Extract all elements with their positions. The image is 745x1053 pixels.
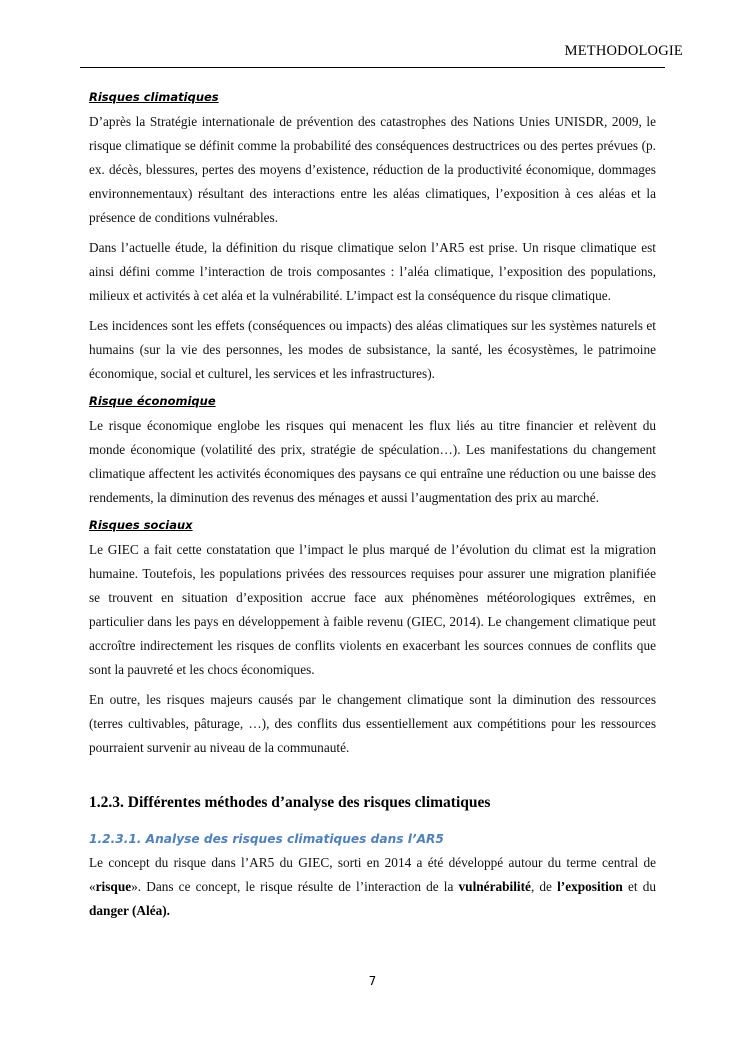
heading-risques-climatiques: Risques climatiques — [89, 90, 219, 104]
header-rule — [80, 67, 665, 68]
heading-risques-sociaux: Risques sociaux — [89, 518, 193, 532]
paragraph: En outre, les risques majeurs causés par le changement climatique sont la diminution des ressources (terres cultivables, pâturage, …), des conflits dus essentiellement aux compétitions pour les ressources pourraient survenir au niveau de la communauté. — [89, 692, 656, 755]
running-header: METHODOLOGIE — [564, 43, 683, 59]
paragraph — [89, 851, 656, 923]
subsection-heading-ar5: 1.2.3.1. Analyse des risques climatiques dans l’AR5 — [89, 832, 444, 846]
bold-term-exposition: l’exposition — [557, 879, 623, 894]
text-run: , de — [530, 879, 558, 894]
bold-term-vulnerabilite: vulnérabilité — [458, 879, 531, 894]
bold-term-danger: danger (Aléa). — [89, 903, 171, 918]
text-run: Le concept du risque dans l’AR5 du GIEC, sorti en 2014 a été développé autour du terme central de « — [89, 855, 656, 894]
paragraph: D’après la Stratégie internationale de prévention des catastrophes des Nations Unies UNISDR, 2009, le risque climatique se définit comme la probabilité des conséquences destructrices ou des pertes prévues (p. ex. décès, blessures, pertes des moyens d’existence, réduction de la productivité économique, dommages environnementaux) résultant des interactions entre les aléas climatiques, l’exposition à ces aléas et la présence de conditions vulnérables. — [89, 114, 656, 225]
page-body — [89, 88, 656, 929]
section-heading-methods: 1.2.3. Différentes méthodes d’analyse des risques climatiques — [89, 794, 491, 811]
paragraph: Le GIEC a fait cette constatation que l’impact le plus marqué de l’évolution du climat est la migration humaine. Toutefois, les populations privées des ressources requises pour assurer une migration planifiée se trouvent en situation d’exposition accrue face aux phénomènes météorologiques extrêmes, en particulier dans les pays en développement à faible revenu (GIEC, 2014). Le changement climatique peut accroître indirectement les risques de conflits violents en exacerbant les sources connues de conflits que sont la pauvreté et les chocs économiques. — [89, 542, 656, 677]
paragraph: Dans l’actuelle étude, la définition du risque climatique selon l’AR5 est prise. Un risque climatique est ainsi défini comme l’interaction de trois composantes : l’aléa climatique, l’exposition des populations, milieux et activités à cet aléa et la vulnérabilité. L’impact est la conséquence du risque climatique. — [89, 240, 656, 303]
paragraph: Les incidences sont les effets (conséquences ou impacts) des aléas climatiques sur les systèmes naturels et humains (sur la vie des personnes, les modes de subsistance, la santé, les écosystèmes, le patrimoine économique, social et culturel, les services et les infrastructures). — [89, 318, 656, 381]
heading-risque-economique: Risque économique — [89, 394, 216, 408]
paragraph: Le risque économique englobe les risques qui menacent les flux liés au titre financier et relèvent du monde économique (volatilité des prix, stratégie de spéculation…). Les manifestations du changement climatique affectent les activités économiques des paysans ce qui entraîne une réduction ou une baisse des rendements, la diminution des revenus des ménages et aussi l’augmentation des prix au marché. — [89, 418, 656, 505]
text-run: ». Dans ce concept, le risque résulte de l’interaction de la — [131, 879, 459, 894]
text-run: et du — [622, 879, 656, 894]
bold-term-risque: risque — [95, 879, 132, 894]
page-number: 7 — [368, 974, 377, 988]
